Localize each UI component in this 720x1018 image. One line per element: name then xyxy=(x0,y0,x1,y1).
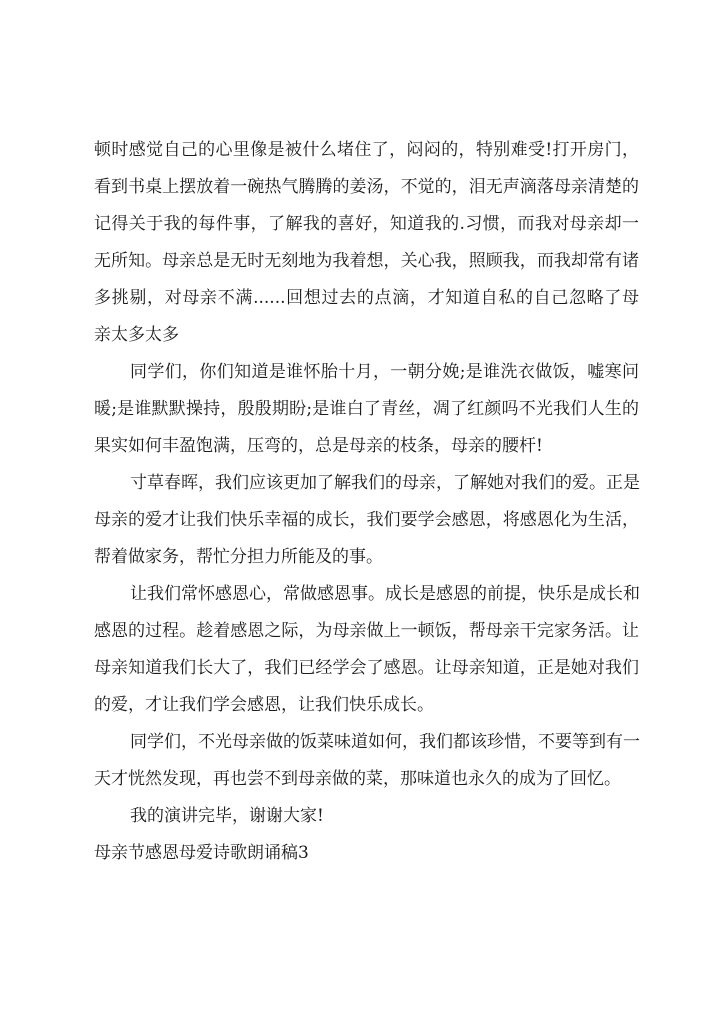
paragraph-2-line-2: 暖;是谁默默操持，殷殷期盼;是谁白了青丝，凋了红颜吗不光我们人生的 xyxy=(94,399,639,419)
paragraph-4-line-1: 让我们常怀感恩心，常做感恩事。成长是感恩的前提，快乐是成长和 xyxy=(130,584,640,604)
paragraph-1-line-5: 多挑剔，对母亲不满......回想过去的点滴，才知道自私的自己忽略了母 xyxy=(94,288,639,308)
paragraph-3-line-1: 寸草春晖，我们应该更加了解我们的母亲，了解她对我们的爱。正是 xyxy=(130,473,640,493)
paragraph-1-line-6: 亲太多太多 xyxy=(94,325,179,345)
paragraph-1-line-2: 看到书桌上摆放着一碗热气腾腾的姜汤，不觉的，泪无声滴落母亲清楚的 xyxy=(94,177,639,197)
paragraph-5-line-1: 同学们，不光母亲做的饭菜味道如何，我们都该珍惜，不要等到有一 xyxy=(130,732,640,752)
paragraph-5-line-2: 天才恍然发现，再也尝不到母亲做的菜，那味道也永久的成为了回忆。 xyxy=(94,769,621,789)
section-heading: 母亲节感恩母爱诗歌朗诵稿3 xyxy=(94,843,309,863)
paragraph-1-line-3: 记得关于我的每件事，了解我的喜好，知道我的.习惯，而我对母亲却一 xyxy=(94,214,639,234)
paragraph-2-line-1: 同学们，你们知道是谁怀胎十月，一朝分娩;是谁洗衣做饭，嘘寒问 xyxy=(130,362,639,382)
paragraph-3-line-2: 母亲的爱才让我们快乐幸福的成长，我们要学会感恩，将感恩化为生活， xyxy=(94,510,639,530)
paragraph-1-line-4: 无所知。母亲总是无时无刻地为我着想，关心我，照顾我，而我却常有诸 xyxy=(94,251,639,271)
paragraph-1-line-1: 顿时感觉自己的心里像是被什么堵住了，闷闷的，特别难受!打开房门， xyxy=(94,140,639,160)
paragraph-2-line-3: 果实如何丰盈饱满，压弯的，总是母亲的枝条，母亲的腰杆! xyxy=(94,436,543,456)
paragraph-6-line-1: 我的演讲完毕，谢谢大家! xyxy=(130,806,324,826)
paragraph-4-line-3: 母亲知道我们长大了，我们已经学会了感恩。让母亲知道，正是她对我们 xyxy=(94,658,639,678)
paragraph-3-line-3: 帮着做家务，帮忙分担力所能及的事。 xyxy=(94,547,383,567)
paragraph-4-line-2: 感恩的过程。趁着感恩之际，为母亲做上一顿饭，帮母亲干完家务活。让 xyxy=(94,621,639,641)
paragraph-4-line-4: 的爱，才让我们学会感恩，让我们快乐成长。 xyxy=(94,695,434,715)
